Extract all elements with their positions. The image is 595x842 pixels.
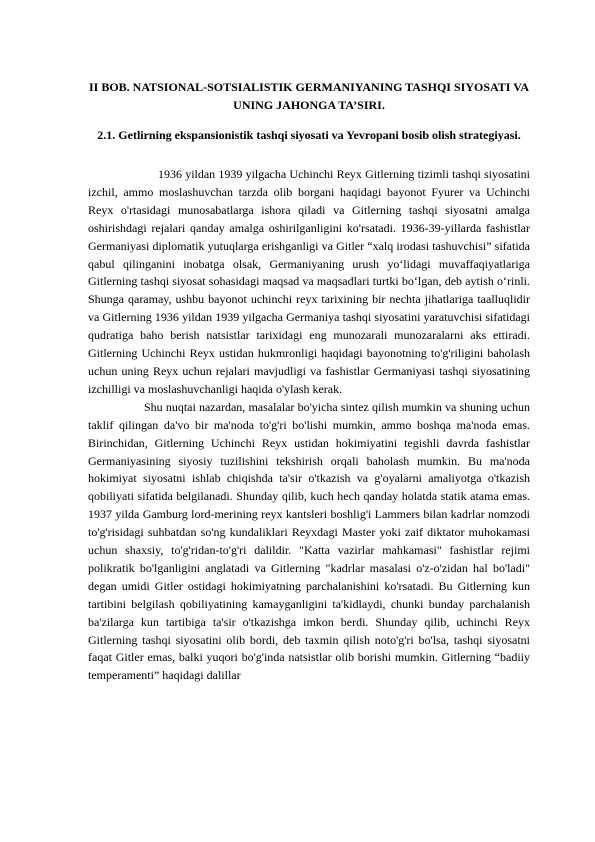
chapter-title: II BOB. NATSIONAL-SOTSIALISTIK GERMANIYANING TASHQI SIYOSATI VA UNING JAHONGA TA’SIRI. [88,80,530,112]
body-text [88,166,530,685]
section-title: 2.1. Getlirning ekspansionistik tashqi siyosati va Yevropani bosib olish strategiyasi. [97,128,521,142]
paragraph-2: Shu nuqtai nazardan, masalalar bo'yicha sintez qilish mumkin va shuning uchun taklif qilingan da'vo bir ma'noda to'g'ri bo'lishi mumkin, ammo boshqa ma'noda emas. Birinchidan, Gitlerning Uchinchi Reyx ustidan hokimiyatini tegishli davrda fashistlar Germaniyasining siyosiy tuzilishini tekshirish orqali baholash mumkin. Bu ma'noda hokimiyat siyosatni ishlab chiqishda ta'sir o'tkazish va g'oyalarni amaliyotga o'tkazish qobiliyati sifatida belgilanadi. Shunday qilib, kuch hech qanday holatda statik atama emas. 1937 yilda Gamburg lord-merining reyx kantsleri boshlig'i Lammers bilan kadrlar nomzodi to'g'risidagi suhbatdan so'ng kundaliklari Reyxdagi Master yoki zaif diktator muhokamasi uchun shaxsiy, to'g'ridan-to'g'ri dalildir. "Katta vazirlar mahkamasi" fashistlar rejimi polikratik bo'lganligini anglatadi va Gitlerning "kadrlar masalasi o'z-o'zidan hal bo'ladi" degan umidi Gitler ostidagi hokimiyatning parchalanishini ko'rsatadi. Bu Gitlerning kun tartibini belgilash qobiliyatining kamayganligini ta'kidlaydi, chunki bunday parchalanish ba'zilarga kun tartibiga ta'sir o'tkazishga imkon berdi. Shunday qilib, uchinchi Reyx Gitlerning tashqi siyosatini olib bordi, deb taxmin qilish noto'g'ri bo'lsa, tashqi siyosatni faqat Gitler emas, balki yuqori bo'g'inda natsistlar olib borishi mumkin. Gitlerning “badiiy temperamenti” haqidagi dalillar [88,399,530,683]
paragraph-1: 1936 yildan 1939 yilgacha Uchinchi Reyx Gitlerning tizimli tashqi siyosatini izchil, ammo moslashuvchan tarzda olib borgani haqidagi bayonot Fyurer va Uchinchi Reyx o'rtasidagi munosabatlarga ishora qiladi va Gitlerning tashqi siyosatni amalga oshirishdagi rejalari qanday amalga oshirilganligini ko'rsatadi. 1936-39-yillarda fashistlar Germaniyasi diplomatik yutuqlarga erishganligi va Gitler “xalq irodasi tashuvchisi” sifatida qabul qilinganini inobatga olsak, Germaniyaning urush yo‘lidagi muvaffaqiyatlariga Gitlerning tashqi siyosat sohasidagi maqsad va maqsadlari turtki bo‘lgan, deb aytish o‘rinli. Shunga qaramay, ushbu bayonot uchinchi reyx tarixining bir nechta jihatlariga taalluqlidir va Gitlerning 1936 yildan 1939 yilgacha Germaniya tashqi siyosatini yaratuvchisi sifatidagi qudratiga baho berish natsistlar tarixidagi eng munozarali munozaralarni aks ettiradi. Gitlerning Uchinchi Reyx ustidan hukmronligi haqidagi bayonotning to'g'riligini baholash uchun uning Reyx uchun rejalari mavjudligi va fashistlar Germaniyasi tashqi siyosatining izchilligi va moslashuvchanligi haqida o'ylash kerak. [88,167,530,396]
